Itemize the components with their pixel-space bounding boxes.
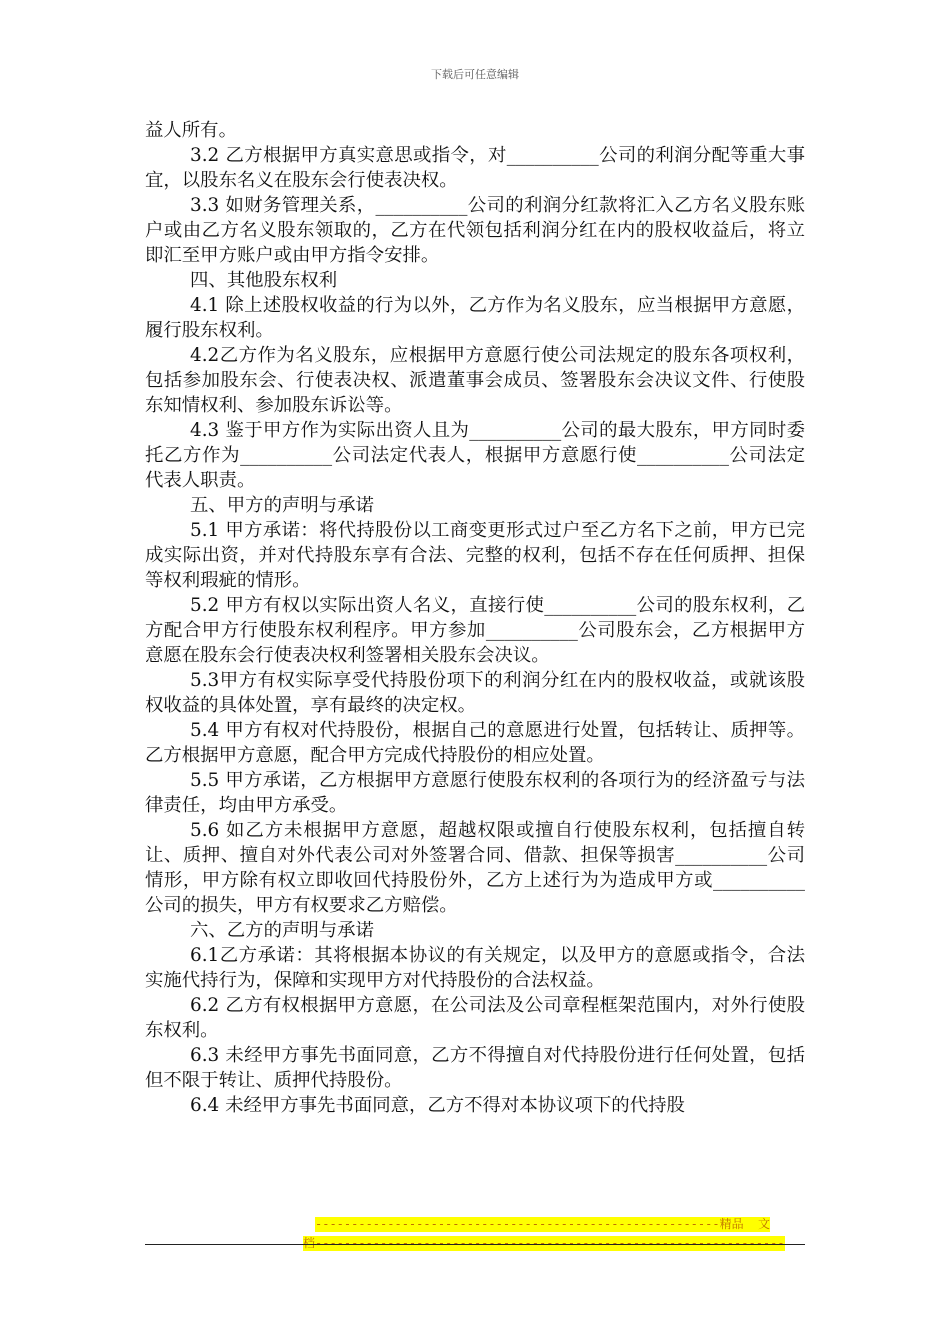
paragraph: 3.2 乙方根据甲方真实意思或指令，对__________公司的利润分配等重大事宜，以股东名义在股东会行使表决权。: [145, 145, 805, 191]
paragraph: 六、乙方的声明与承诺: [190, 920, 374, 941]
footer-watermark-line-2: 档-----------------------------------------------------------------: [303, 1236, 785, 1250]
paragraph: 4.2乙方作为名义股东，应根据甲方意愿行使公司法规定的股东各项权利，包括参加股东会、行使表决权、派遣董事会成员、签署股东会决议文件、行使股东知情权利、参加股东诉讼等。: [145, 345, 805, 416]
document-body: [145, 118, 805, 1118]
paragraph: 6.3 未经甲方事先书面同意，乙方不得擅自对代持股份进行任何处置，包括但不限于转让、质押代持股份。: [145, 1045, 805, 1091]
paragraph: 3.3 如财务管理关系，__________公司的利润分红款将汇入乙方名义股东账户或由乙方名义股东领取的，乙方在代领包括利润分红在内的股权收益后，将立即汇至甲方账户或由甲方指令安排。: [145, 195, 805, 266]
paragraph: 4.1 除上述股权收益的行为以外，乙方作为名义股东，应当根据甲方意愿，履行股东权利。: [145, 295, 805, 341]
paragraph: 5.2 甲方有权以实际出资人名义，直接行使__________公司的股东权利，乙方配合甲方行使股东权利程序。甲方参加__________公司股东会，乙方根据甲方意愿在股东会行使表决权利签署相关股东会决议。: [145, 595, 805, 666]
paragraph: 益人所有。: [145, 120, 237, 141]
footer-divider: [145, 1244, 805, 1245]
paragraph: 5.1 甲方承诺：将代持股份以工商变更形式过户至乙方名下之前，甲方已完成实际出资，并对代持股东享有合法、完整的权利，包括不存在任何质押、担保等权利瑕疵的情形。: [145, 520, 805, 591]
paragraph: 5.6 如乙方未根据甲方意愿，超越权限或擅自行使股东权利，包括擅自转让、质押、擅自对外代表公司对外签署合同、借款、担保等损害__________公司情形，甲方除有权立即收回代持股份外，乙方上述行为为造成甲方或__________公司的损失，甲方有权要求乙方赔偿。: [145, 820, 805, 916]
paragraph: 6.2 乙方有权根据甲方意愿，在公司法及公司章程框架范围内，对外行使股东权利。: [145, 995, 805, 1041]
footer-watermark-line-1: --------------------------------------------------------精品 文: [315, 1217, 771, 1231]
paragraph: 6.4 未经甲方事先书面同意，乙方不得对本协议项下的代持股: [190, 1095, 685, 1116]
page-footer: [145, 1213, 805, 1251]
paragraph: 4.3 鉴于甲方作为实际出资人且为__________公司的最大股东，甲方同时委托乙方作为__________公司法定代表人，根据甲方意愿行使__________公司法定代表人职责。: [145, 420, 805, 491]
page-header: 下载后可任意编辑: [431, 68, 519, 81]
paragraph: 5.4 甲方有权对代持股份，根据自己的意愿进行处置，包括转让、质押等。乙方根据甲方意愿，配合甲方完成代持股份的相应处置。: [145, 720, 805, 766]
paragraph: 5.3甲方有权实际享受代持股份项下的利润分红在内的股权收益，或就该股权收益的具体处置，享有最终的决定权。: [145, 670, 805, 716]
paragraph: 6.1乙方承诺：其将根据本协议的有关规定，以及甲方的意愿或指令，合法实施代持行为，保障和实现甲方对代持股份的合法权益。: [145, 945, 805, 991]
paragraph: 5.5 甲方承诺，乙方根据甲方意愿行使股东权利的各项行为的经济盈亏与法律责任，均由甲方承受。: [145, 770, 805, 816]
paragraph: 五、甲方的声明与承诺: [190, 495, 374, 516]
paragraph: 四、其他股东权利: [190, 270, 338, 291]
